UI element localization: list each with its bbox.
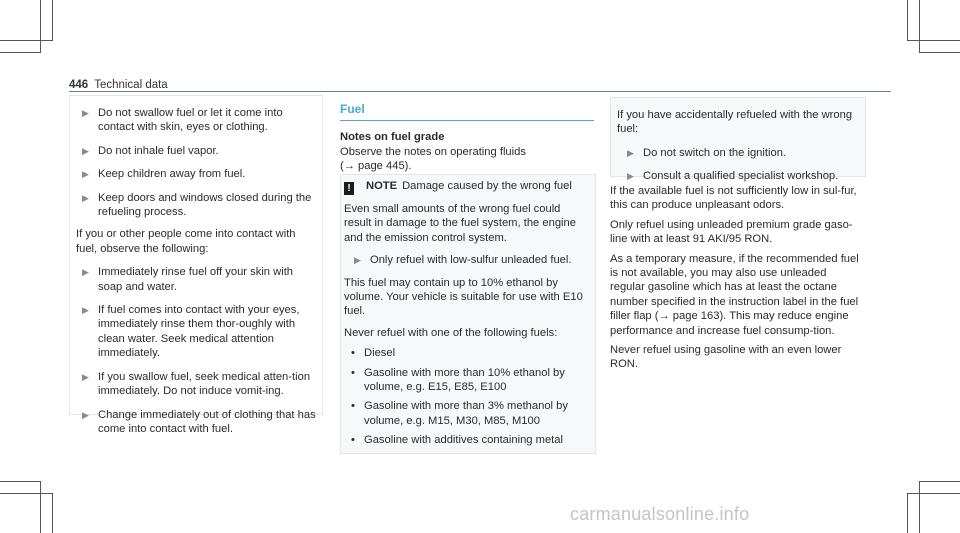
note-heading xyxy=(344,179,590,195)
crop-mark xyxy=(0,493,53,494)
list-item: ▶ Do not swallow fuel or let it come into contact with skin, eyes or clothing. xyxy=(82,107,283,134)
arrow-bullet-icon: ▶ xyxy=(82,192,89,203)
observe-page-ref: (→ page 445). xyxy=(340,160,412,173)
arrow-bullet-icon: ▶ xyxy=(82,108,89,118)
note-title: Damage caused by the wrong fuel xyxy=(402,180,572,192)
list-item: • Diesel xyxy=(351,347,396,360)
section-name: Technical data xyxy=(94,79,168,91)
paragraph: As a temporary measure, if the recommended fuel is not available, you may also use unleaded regular gasoline which has at least the octane number specified in the instruction label in the fuel filler flap (→ page 163). This may reduce engine performance and increase fuel consump-tion. xyxy=(610,252,859,337)
list-item: ▶ Do not switch on the ignition. xyxy=(627,146,787,159)
crop-mark xyxy=(919,52,960,53)
note-label: NOTE xyxy=(366,180,398,192)
list-item: ▶ Immediately rinse fuel off your skin with soap and water. xyxy=(82,266,294,293)
crop-mark xyxy=(40,0,41,52)
crop-mark xyxy=(0,40,53,41)
crop-mark xyxy=(52,493,53,533)
crop-mark xyxy=(907,0,908,40)
list-item: ▶ Consult a qualified specialist workshop. xyxy=(627,170,839,183)
subheading: Notes on fuel grade xyxy=(340,131,445,144)
crop-mark xyxy=(0,52,41,53)
arrow-bullet-icon: ▶ xyxy=(82,145,89,156)
paragraph: Only refuel using unleaded premium grade gaso-line with at least 91 AKI/95 RON. xyxy=(610,218,853,246)
list-item: ▶ Only refuel with low-sulfur unleaded fuel. xyxy=(354,254,572,267)
crop-mark xyxy=(919,481,920,533)
column-2 xyxy=(340,102,594,182)
list-item: ▶ Keep doors and windows closed during the refueling process. xyxy=(82,191,312,219)
note-content xyxy=(344,179,590,448)
observe-text: Observe the notes on operating fluids xyxy=(340,145,526,158)
bullet-dot-icon: • xyxy=(351,366,355,379)
paragraph: This fuel may contain up to 10% ethanol by volume. Your vehicle is suitable for use with E10 fuel. xyxy=(344,276,583,318)
crop-mark xyxy=(919,481,960,482)
header-rule xyxy=(69,91,891,92)
list-item: ▶ If fuel comes into contact with your eyes, immediately rinse them thor-oughly with clean water. Seek medical attention immediately. xyxy=(82,304,300,360)
arrow-bullet-icon: ▶ xyxy=(82,267,89,278)
paragraph: If the available fuel is not sufficiently low in sul-fur, this can produce unpleasant odors. xyxy=(610,185,857,212)
warning-icon: ! xyxy=(344,182,354,195)
column-3-text xyxy=(610,184,864,372)
arrow-bullet-icon: ▶ xyxy=(627,147,634,158)
arrow-bullet-icon: ▶ xyxy=(82,409,89,420)
arrow-bullet-icon: ▶ xyxy=(82,169,89,180)
section-rule xyxy=(340,120,594,121)
list-item: ▶ Do not inhale fuel vapor. xyxy=(82,144,219,157)
arrow-bullet-icon: ▶ xyxy=(82,371,89,382)
crop-mark xyxy=(919,0,920,52)
bullet-dot-icon: • xyxy=(351,347,355,360)
list-item: • Gasoline with more than 10% ethanol by volume, e.g. E15, E85, E100 xyxy=(351,366,565,394)
list-item: ▶ Change immediately out of clothing that has come into contact with fuel. xyxy=(82,408,316,435)
note-text: Even small amounts of the wrong fuel could result in damage to the fuel system, the engine and the emission control system. xyxy=(344,203,576,244)
list-item: • Gasoline with additives containing metal xyxy=(351,434,563,447)
list-item: ▶ If you swallow fuel, seek medical atten-tion immediately. Do not induce vomit-ing. xyxy=(82,370,311,398)
intro-text: If you or other people come into contact with fuel, observe the following: xyxy=(76,228,296,255)
column-1 xyxy=(72,106,318,436)
page-number: 446 xyxy=(69,79,89,91)
crop-mark xyxy=(907,493,960,494)
list-item: • Gasoline with more than 3% methanol by volume, e.g. M15, M30, M85, M100 xyxy=(351,400,568,427)
paragraph: Never refuel with one of the following fuels: xyxy=(344,326,558,339)
paragraph: Never refuel using gasoline with an even lower RON. xyxy=(610,344,842,371)
crop-mark xyxy=(0,481,41,482)
arrow-bullet-icon: ▶ xyxy=(82,305,89,316)
list-item: ▶ Keep children away from fuel. xyxy=(82,168,246,181)
box-intro: If you have accidentally refueled with the wrong fuel: xyxy=(617,109,853,136)
arrow-bullet-icon: ▶ xyxy=(354,255,361,266)
section-title: Fuel xyxy=(340,102,365,116)
arrow-bullet-icon: ▶ xyxy=(627,171,634,182)
bullet-dot-icon: • xyxy=(351,400,355,413)
watermark: carmanualsonline.info xyxy=(570,504,750,524)
column-3 xyxy=(617,108,861,184)
crop-mark xyxy=(907,493,908,533)
crop-mark xyxy=(52,0,53,40)
crop-mark xyxy=(40,481,41,533)
bullet-dot-icon: • xyxy=(351,434,355,447)
crop-mark xyxy=(907,40,960,41)
